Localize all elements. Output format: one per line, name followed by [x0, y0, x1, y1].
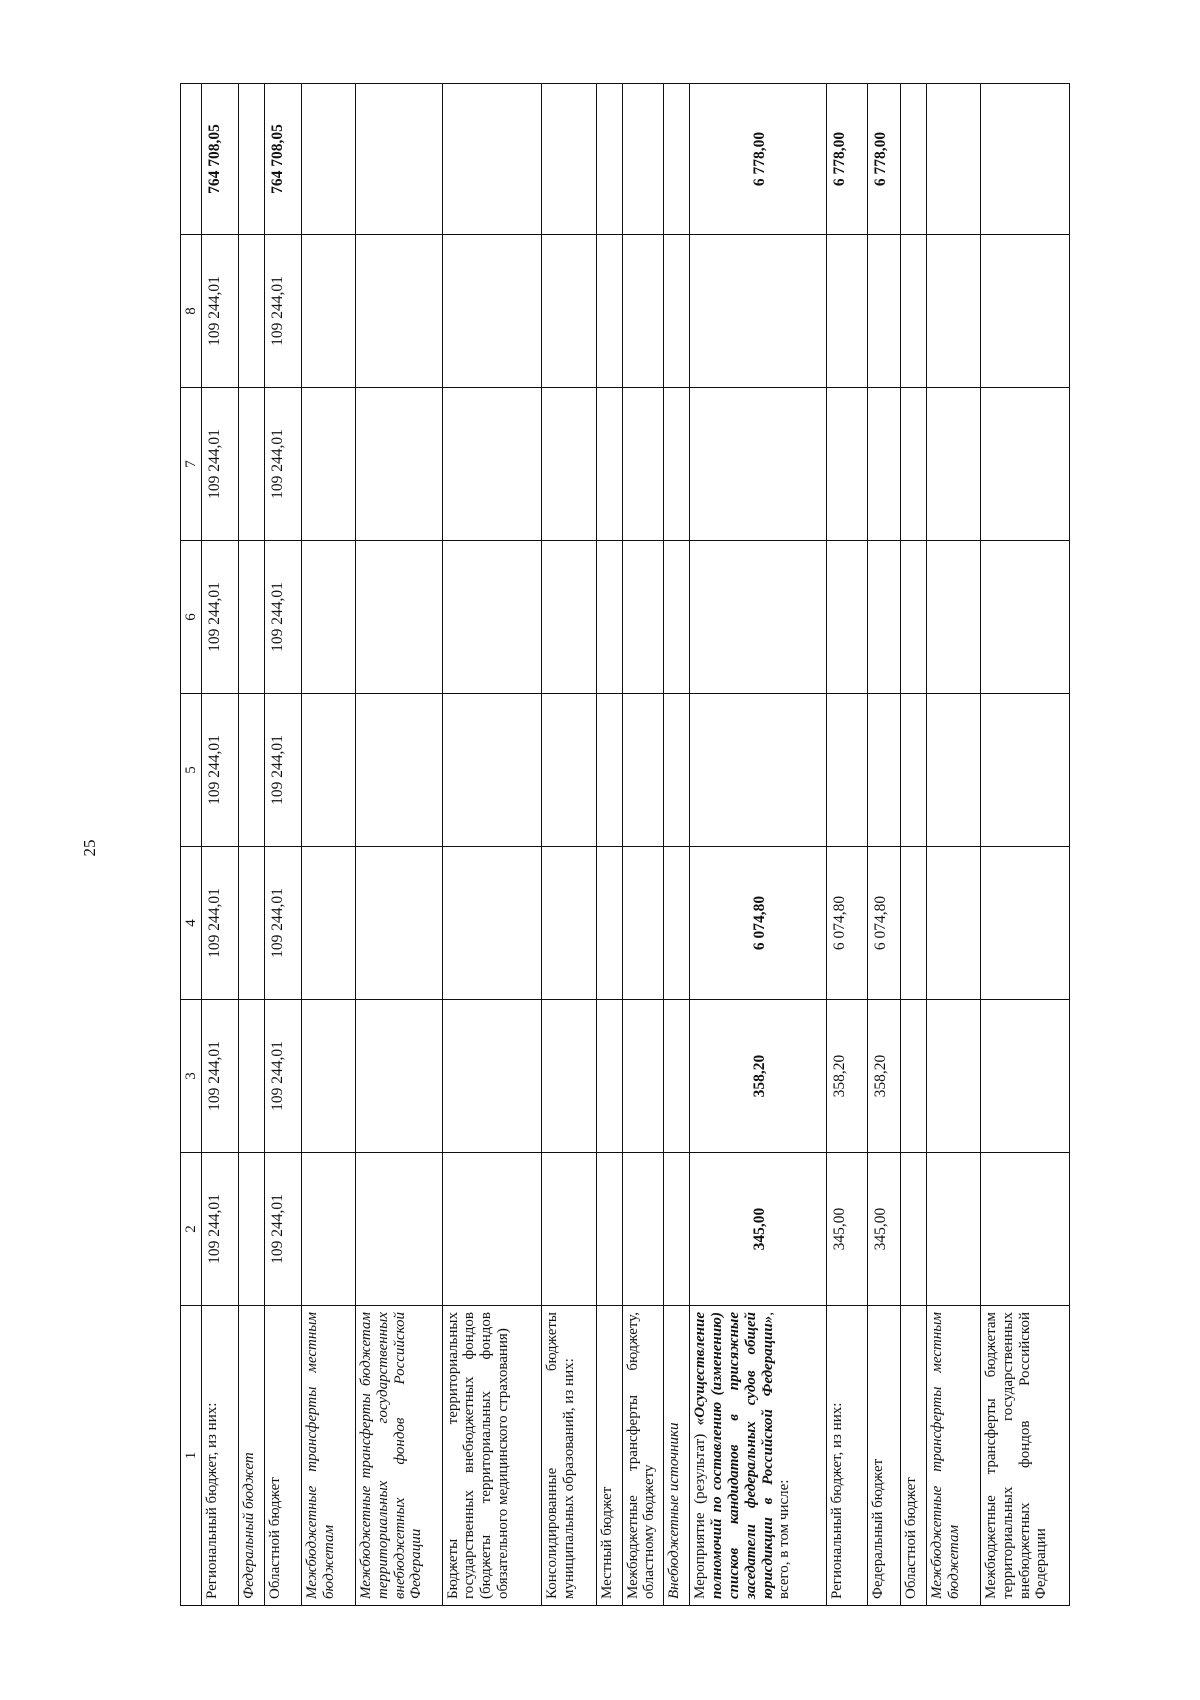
- total-cell: 6 778,00: [827, 84, 868, 235]
- row-label: [690, 1306, 827, 1606]
- value-cell: [238, 541, 264, 694]
- value-cell: [827, 388, 868, 541]
- row-label: Межбюджетные трансферты бюджетам территориальных государственных внебюджетных фондов Российской Федерации: [980, 1306, 1069, 1606]
- value-cell: [900, 694, 926, 847]
- value-cell: 109 244,01: [202, 541, 239, 694]
- total-cell: 6 778,00: [868, 84, 901, 235]
- value-cell: [664, 694, 690, 847]
- value-cell: [980, 541, 1069, 694]
- value-cell: [301, 1153, 355, 1306]
- row-label: Бюджеты территориальных государственных внебюджетных фондов (бюджеты территориальных фондов обязательного медицинского страхования): [442, 1306, 542, 1606]
- value-cell: [868, 694, 901, 847]
- row-label: Федеральный бюджет: [868, 1306, 901, 1606]
- value-cell: [690, 541, 827, 694]
- budget-table-rotated: [180, 84, 1070, 1606]
- total-cell: [900, 84, 926, 235]
- table-row: [355, 84, 442, 1606]
- total-cell: [442, 84, 542, 235]
- table-row: [301, 84, 355, 1606]
- value-cell: [301, 847, 355, 1000]
- value-cell: [900, 388, 926, 541]
- row-label: Внебюджетные источники: [664, 1306, 690, 1606]
- value-cell: [355, 541, 442, 694]
- total-cell: [926, 84, 980, 235]
- total-cell: [542, 84, 596, 235]
- total-cell: [980, 84, 1069, 235]
- value-cell: 6 074,80: [690, 847, 827, 1000]
- value-cell: [355, 694, 442, 847]
- value-cell: [690, 235, 827, 388]
- value-cell: [980, 847, 1069, 1000]
- header-row: [181, 84, 202, 1606]
- total-cell: [238, 84, 264, 235]
- table-row: [827, 84, 868, 1606]
- value-cell: [926, 541, 980, 694]
- column-header: 2: [181, 1153, 202, 1306]
- value-cell: [926, 235, 980, 388]
- value-cell: [926, 847, 980, 1000]
- value-cell: [301, 235, 355, 388]
- row-label: Консолидированные бюджеты муниципальных образований, из них:: [542, 1306, 596, 1606]
- budget-table-container: [180, 84, 1070, 1606]
- table-row: [238, 84, 264, 1606]
- page-number: 25: [80, 839, 99, 857]
- value-cell: [542, 235, 596, 388]
- row-label: Областной бюджет: [900, 1306, 926, 1606]
- value-cell: 358,20: [690, 1000, 827, 1153]
- value-cell: 109 244,01: [202, 1000, 239, 1153]
- value-cell: 109 244,01: [202, 694, 239, 847]
- total-cell: 764 708,05: [264, 84, 301, 235]
- total-cell: [664, 84, 690, 235]
- value-cell: [301, 388, 355, 541]
- table-row: [868, 84, 901, 1606]
- total-cell: 764 708,05: [202, 84, 239, 235]
- row-label: Межбюджетные трансферты бюджетам территориальных государственных внебюджетных фондов Российской Федерации: [355, 1306, 442, 1606]
- value-cell: 109 244,01: [264, 235, 301, 388]
- value-cell: [926, 694, 980, 847]
- row-label: Межбюджетные трансферты местным бюджетам: [301, 1306, 355, 1606]
- value-cell: [926, 1000, 980, 1153]
- value-cell: [542, 847, 596, 1000]
- table-row: [690, 84, 827, 1606]
- table-row: [596, 84, 622, 1606]
- table-row: [264, 84, 301, 1606]
- value-cell: [355, 1153, 442, 1306]
- value-cell: [442, 388, 542, 541]
- value-cell: 358,20: [868, 1000, 901, 1153]
- value-cell: [900, 1000, 926, 1153]
- value-cell: [238, 694, 264, 847]
- column-header: 1: [181, 1306, 202, 1606]
- column-header: 3: [181, 1000, 202, 1153]
- value-cell: [542, 1000, 596, 1153]
- value-cell: [596, 1000, 622, 1153]
- value-cell: 109 244,01: [264, 388, 301, 541]
- value-cell: [542, 1153, 596, 1306]
- value-cell: [664, 1153, 690, 1306]
- value-cell: 109 244,01: [202, 847, 239, 1000]
- value-cell: [690, 694, 827, 847]
- value-cell: 345,00: [868, 1153, 901, 1306]
- value-cell: [542, 388, 596, 541]
- total-cell: [301, 84, 355, 235]
- column-header: 4: [181, 847, 202, 1000]
- value-cell: [827, 235, 868, 388]
- value-cell: [980, 1000, 1069, 1153]
- total-cell: 6 778,00: [690, 84, 827, 235]
- value-cell: [900, 541, 926, 694]
- value-cell: [596, 235, 622, 388]
- value-cell: [355, 388, 442, 541]
- value-cell: [596, 541, 622, 694]
- value-cell: 109 244,01: [264, 694, 301, 847]
- value-cell: 6 074,80: [868, 847, 901, 1000]
- value-cell: [301, 694, 355, 847]
- total-cell: [355, 84, 442, 235]
- value-cell: [622, 1000, 664, 1153]
- value-cell: [664, 235, 690, 388]
- value-cell: 109 244,01: [264, 541, 301, 694]
- value-cell: [442, 235, 542, 388]
- value-cell: [622, 847, 664, 1000]
- value-cell: [542, 694, 596, 847]
- value-cell: [664, 1000, 690, 1153]
- row-label: Областной бюджет: [264, 1306, 301, 1606]
- value-cell: 345,00: [690, 1153, 827, 1306]
- value-cell: [442, 1000, 542, 1153]
- value-cell: [926, 1153, 980, 1306]
- value-cell: [622, 541, 664, 694]
- value-cell: [664, 388, 690, 541]
- value-cell: [301, 1000, 355, 1153]
- value-cell: [238, 1000, 264, 1153]
- value-cell: [596, 847, 622, 1000]
- value-cell: 345,00: [827, 1153, 868, 1306]
- value-cell: [238, 388, 264, 541]
- row-label: Межбюджетные трансферты бюджету, областному бюджету: [622, 1306, 664, 1606]
- total-cell: [596, 84, 622, 235]
- value-cell: [926, 388, 980, 541]
- value-cell: [238, 235, 264, 388]
- table-row: [926, 84, 980, 1606]
- value-cell: [355, 235, 442, 388]
- table-row: [202, 84, 239, 1606]
- column-header: [181, 84, 202, 235]
- value-cell: [900, 1153, 926, 1306]
- value-cell: [868, 235, 901, 388]
- value-cell: 109 244,01: [264, 1000, 301, 1153]
- table-row: [900, 84, 926, 1606]
- value-cell: 109 244,01: [202, 388, 239, 541]
- column-header: 5: [181, 694, 202, 847]
- value-cell: 6 074,80: [827, 847, 868, 1000]
- table-row: [980, 84, 1069, 1606]
- value-cell: [442, 694, 542, 847]
- value-cell: [442, 541, 542, 694]
- value-cell: 358,20: [827, 1000, 868, 1153]
- value-cell: [596, 388, 622, 541]
- value-cell: [622, 388, 664, 541]
- table-row: [542, 84, 596, 1606]
- value-cell: [622, 235, 664, 388]
- column-header: 7: [181, 388, 202, 541]
- value-cell: [596, 694, 622, 847]
- value-cell: [542, 541, 596, 694]
- value-cell: [868, 388, 901, 541]
- table-row: [622, 84, 664, 1606]
- value-cell: 109 244,01: [264, 1153, 301, 1306]
- value-cell: [596, 1153, 622, 1306]
- value-cell: [900, 847, 926, 1000]
- value-cell: [238, 847, 264, 1000]
- row-label: Региональный бюджет, из них:: [202, 1306, 239, 1606]
- value-cell: [827, 694, 868, 847]
- value-cell: [238, 1153, 264, 1306]
- value-cell: [622, 1153, 664, 1306]
- value-cell: 109 244,01: [264, 847, 301, 1000]
- value-cell: [827, 541, 868, 694]
- row-label: Федеральный бюджет: [238, 1306, 264, 1606]
- value-cell: 109 244,01: [202, 235, 239, 388]
- value-cell: [442, 1153, 542, 1306]
- budget-table: [180, 83, 1070, 1606]
- row-label: Региональный бюджет, из них:: [827, 1306, 868, 1606]
- row-label: Местный бюджет: [596, 1306, 622, 1606]
- value-cell: [690, 388, 827, 541]
- value-cell: [442, 847, 542, 1000]
- value-cell: [900, 235, 926, 388]
- total-cell: [622, 84, 664, 235]
- event-suffix: , всего, в том числе:: [759, 1312, 793, 1599]
- value-cell: [980, 235, 1069, 388]
- value-cell: [664, 541, 690, 694]
- value-cell: [664, 847, 690, 1000]
- table-row: [664, 84, 690, 1606]
- row-label: Межбюджетные трансферты местным бюджетам: [926, 1306, 980, 1606]
- table-row: [442, 84, 542, 1606]
- event-prefix: Мероприятие (результат): [692, 1425, 709, 1599]
- column-header: 6: [181, 541, 202, 694]
- value-cell: [868, 541, 901, 694]
- value-cell: [980, 694, 1069, 847]
- value-cell: [980, 1153, 1069, 1306]
- event-title: «Осуществление полномочий по составлению (изменению) списков кандидатов в присяжные заседатели федеральных судов общей юрисдикции в Российской Федерации»: [692, 1312, 776, 1599]
- value-cell: [355, 1000, 442, 1153]
- column-header: 8: [181, 235, 202, 388]
- value-cell: 109 244,01: [202, 1153, 239, 1306]
- value-cell: [355, 847, 442, 1000]
- value-cell: [622, 694, 664, 847]
- value-cell: [301, 541, 355, 694]
- value-cell: [980, 388, 1069, 541]
